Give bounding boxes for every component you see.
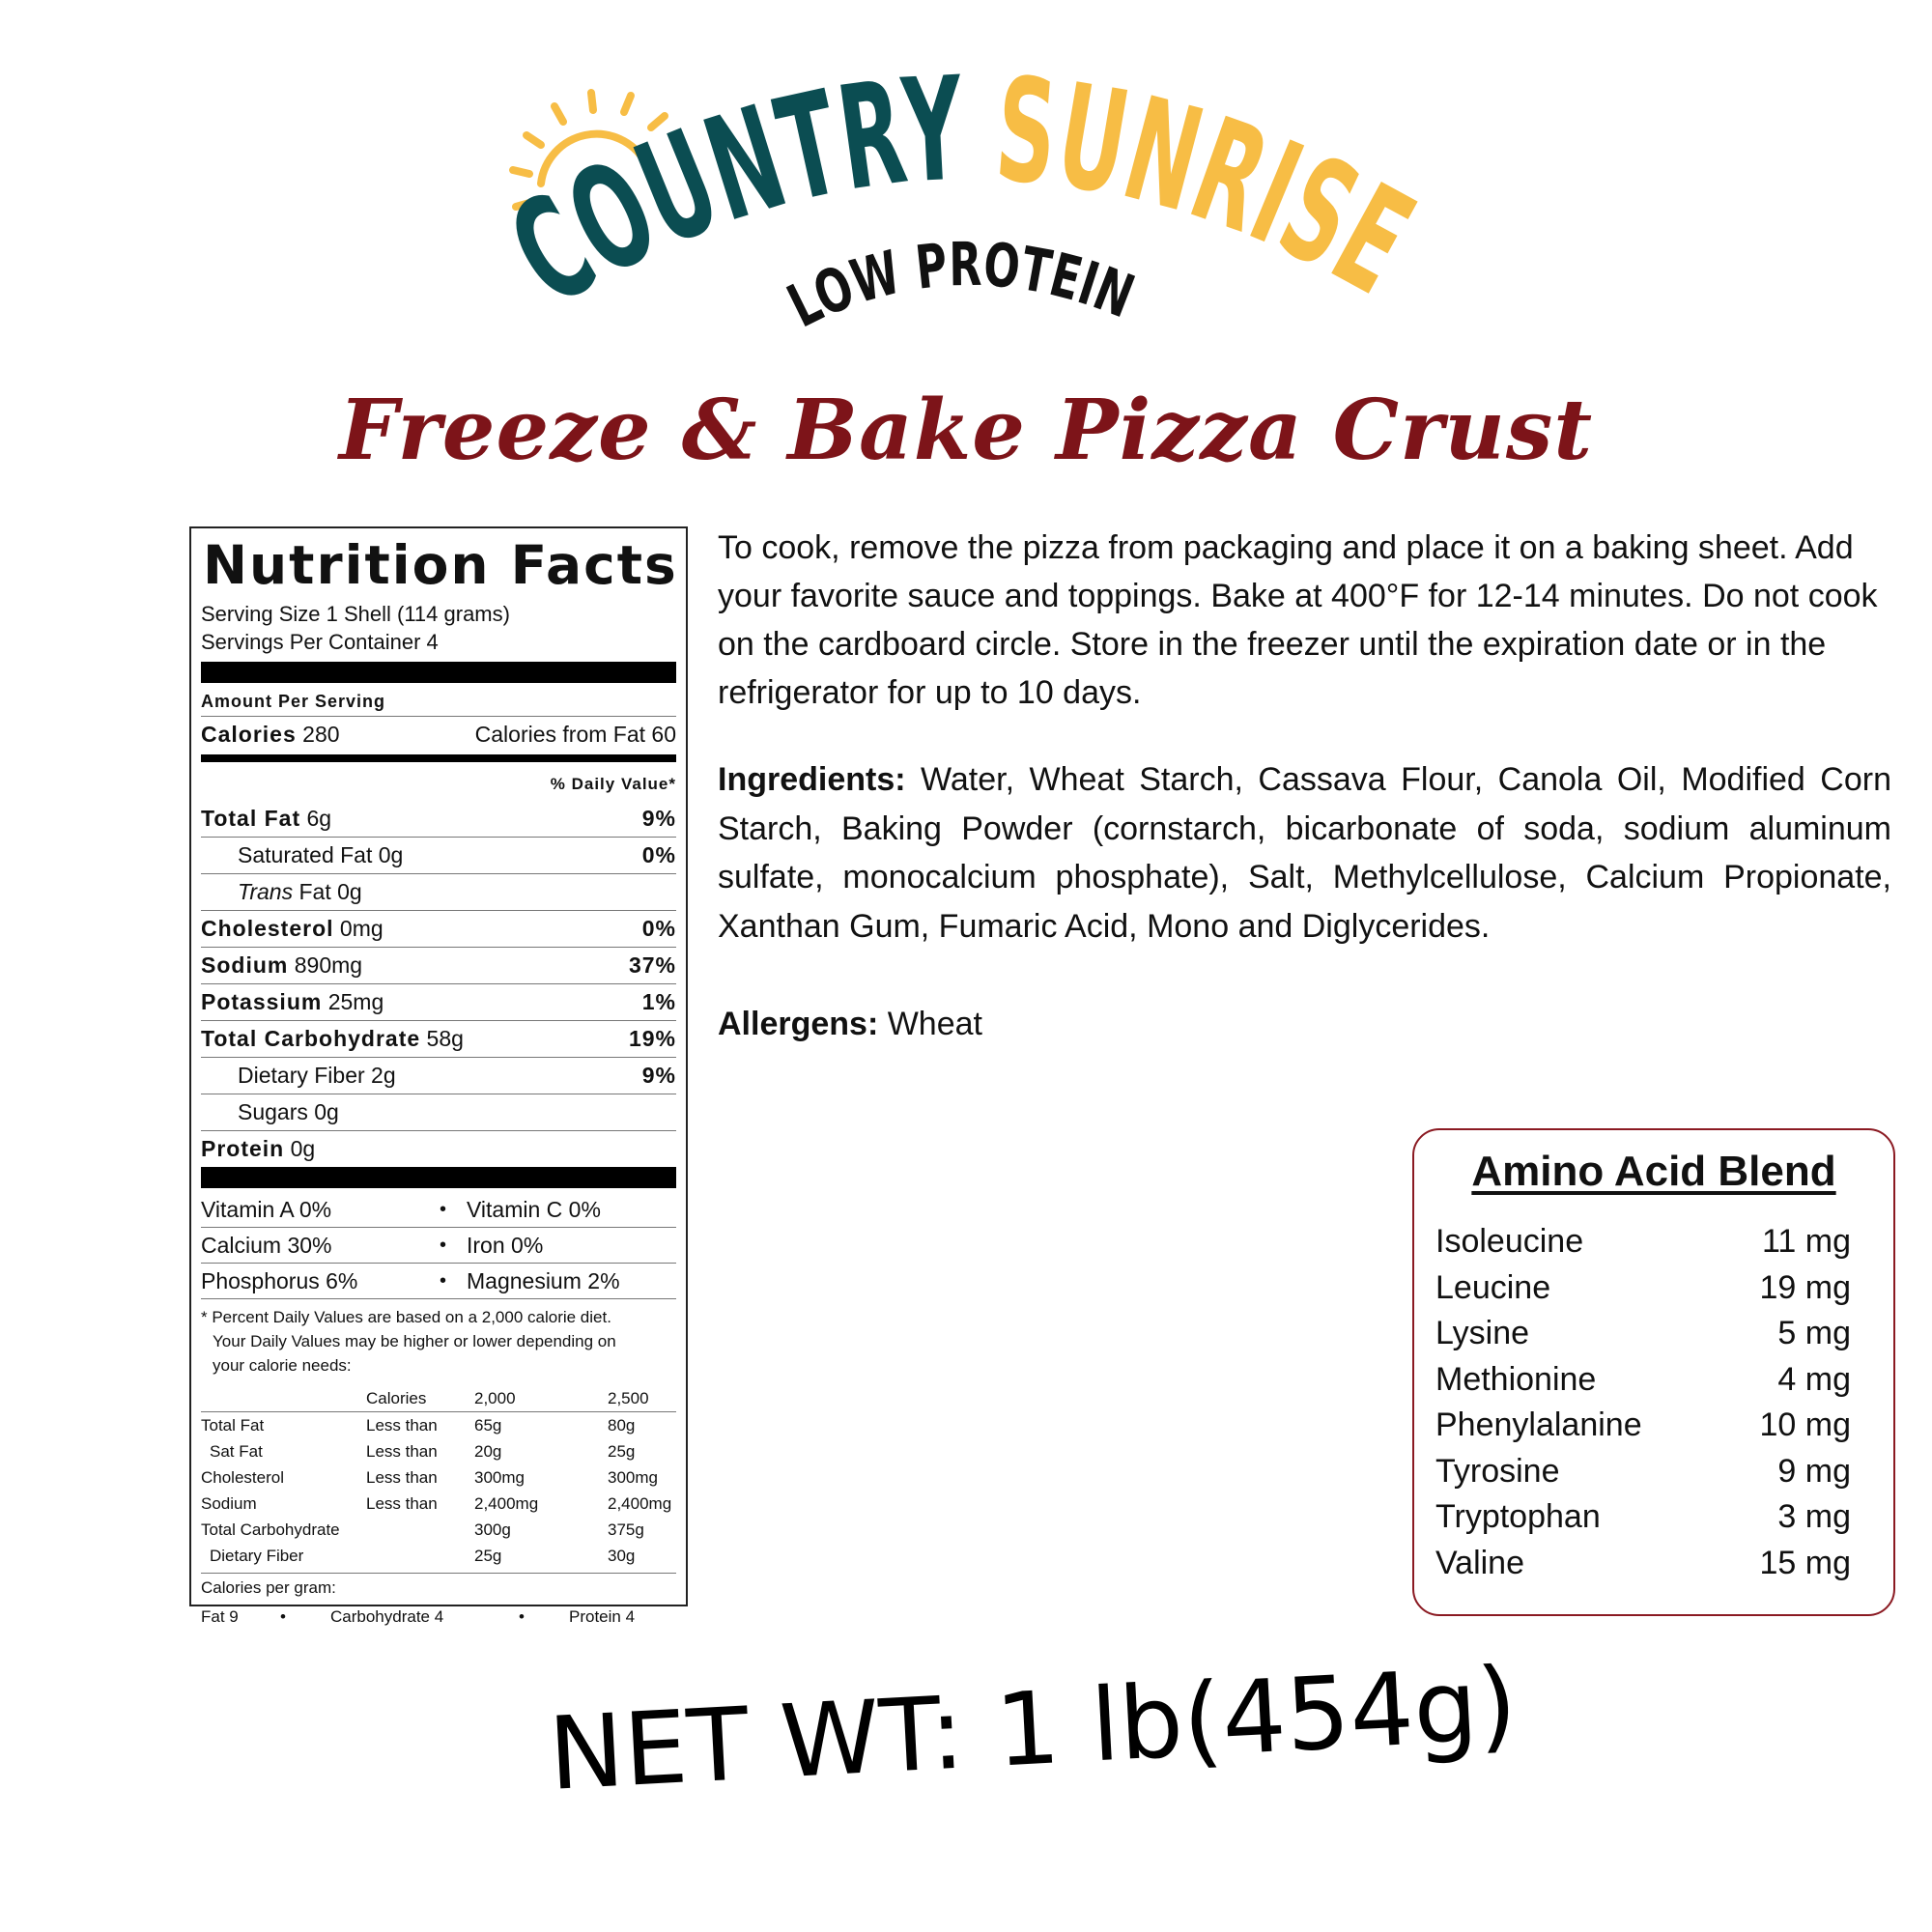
nutrient-row bbox=[201, 1021, 676, 1057]
nutrient-row bbox=[201, 911, 676, 947]
nutrition-facts-title: Nutrition Facts bbox=[203, 534, 678, 596]
brand-logo bbox=[0, 0, 1932, 367]
bullet: • bbox=[519, 1607, 525, 1626]
table-row bbox=[201, 1438, 676, 1464]
nutrient-row bbox=[201, 948, 676, 983]
amino-acid-value: 10 mg bbox=[1759, 1406, 1851, 1443]
nutrient-name: Protein 0g bbox=[201, 1136, 316, 1161]
nutrient-row bbox=[201, 1131, 676, 1167]
table-row bbox=[201, 1517, 676, 1543]
daily-value-percent: 0% bbox=[641, 916, 676, 941]
amino-acid-value: 4 mg bbox=[1777, 1360, 1851, 1398]
net-weight: NET WT: 1 lb(454g) bbox=[546, 1644, 1520, 1813]
amount-per-serving: Amount Per Serving bbox=[201, 692, 386, 711]
allergens bbox=[718, 1000, 982, 1048]
table-row bbox=[201, 1491, 676, 1517]
daily-value-percent: 0% bbox=[641, 842, 676, 867]
footnote-line: * Percent Daily Values are based on a 2,000 calorie diet. bbox=[201, 1308, 611, 1326]
amino-acid-name: Lysine bbox=[1435, 1315, 1530, 1351]
amino-acid-name: Leucine bbox=[1435, 1268, 1551, 1306]
nutrient-name: Sodium 890mg bbox=[201, 952, 363, 978]
svg-text:LOW PROTEIN bbox=[777, 228, 1157, 342]
amino-acid-row bbox=[1435, 1541, 1851, 1587]
table-cell: 2,400mg bbox=[474, 1493, 539, 1513]
cpg-carbohydrate: Carbohydrate 4 bbox=[330, 1607, 444, 1626]
nutrient-label: Total Fat bbox=[201, 806, 301, 831]
allergens-text: Wheat bbox=[887, 1006, 982, 1042]
calories-value: 280 bbox=[302, 722, 340, 747]
vitamin-row bbox=[201, 1228, 676, 1263]
ingredients-text: Water, Wheat Starch, Cassava Flour, Canola Oil, Modified Corn Starch, Baking Powder (cornstarch, bicarbonate of soda, sodium aluminum sulfate, monocalcium phosphate), Salt, Methylcellulose, Calcium Propionate, Xanthan Gum, Fumaric Acid, Mono and Diglycerides. bbox=[718, 761, 1891, 945]
amino-acid-title: Amino Acid Blend bbox=[1471, 1148, 1836, 1195]
bullet: • bbox=[280, 1607, 286, 1626]
servings-per-container: Servings Per Container 4 bbox=[201, 630, 439, 654]
daily-value-table bbox=[201, 1385, 676, 1569]
amino-acid-value: 11 mg bbox=[1762, 1223, 1851, 1260]
cpg-fat: Fat 9 bbox=[201, 1607, 239, 1626]
amino-acid-row bbox=[1435, 1219, 1851, 1265]
table-header-cell: 2,000 bbox=[474, 1385, 608, 1412]
ingredients bbox=[718, 755, 1891, 951]
amino-acid-row bbox=[1435, 1265, 1851, 1312]
bullet: • bbox=[440, 1198, 447, 1220]
nutrient-label: Total Carbohydrate bbox=[201, 1026, 421, 1051]
cooking-instructions: To cook, remove the pizza from packaging and place it on a baking sheet. Add your favorite sauce and toppings. Bake at 400°F for 12-14 minutes. Do not cook on the cardboard circle. Store in the freezer until the expiration date or in the refrigerator for up to 10 days. bbox=[718, 529, 1878, 711]
table-header-cell: 2,500 bbox=[608, 1385, 676, 1412]
amino-acid-value: 3 mg bbox=[1777, 1498, 1851, 1535]
nutrient-label: Saturated Fat bbox=[238, 842, 373, 867]
table-row bbox=[201, 1543, 676, 1569]
table-cell: Dietary Fiber bbox=[210, 1546, 304, 1565]
calories-row bbox=[201, 717, 676, 753]
bullet: • bbox=[440, 1234, 447, 1256]
table-cell: 20g bbox=[474, 1441, 502, 1461]
table-cell: 375g bbox=[608, 1520, 644, 1539]
amino-acid-list bbox=[1435, 1219, 1851, 1586]
table-cell: Less than bbox=[366, 1415, 438, 1435]
table-cell: Total Carbohydrate bbox=[201, 1520, 340, 1539]
amino-acid-value: 9 mg bbox=[1777, 1452, 1851, 1490]
table-cell: 65g bbox=[474, 1415, 502, 1435]
nutrient-label: Dietary Fiber bbox=[238, 1063, 365, 1088]
table-cell: 300mg bbox=[608, 1467, 658, 1487]
nutrient-name: Potassium 25mg bbox=[201, 989, 384, 1014]
nutrient-row bbox=[201, 1094, 676, 1130]
vitamin-right: Vitamin C 0% bbox=[467, 1196, 601, 1222]
table-cell: Sodium bbox=[201, 1493, 257, 1513]
table-cell: 80g bbox=[608, 1415, 636, 1435]
amino-acid-name: Tryptophan bbox=[1435, 1498, 1601, 1535]
amino-acid-row bbox=[1435, 1357, 1851, 1404]
nutrient-label: Potassium bbox=[201, 989, 323, 1014]
table-cell bbox=[366, 1517, 474, 1543]
table-cell: 30g bbox=[608, 1546, 636, 1565]
nutrient-label: Protein bbox=[201, 1136, 285, 1161]
calories-per-gram-label: Calories per gram: bbox=[201, 1573, 676, 1603]
amino-acid-box bbox=[1412, 1128, 1895, 1616]
daily-value-percent: 1% bbox=[641, 989, 676, 1014]
amino-acid-name: Methionine bbox=[1435, 1360, 1597, 1398]
product-title: Freeze & Bake Pizza Crust bbox=[338, 382, 1594, 479]
vitamin-left: Vitamin A 0% bbox=[201, 1196, 332, 1222]
daily-value-header: % Daily Value* bbox=[550, 775, 676, 793]
vitamin-right: Magnesium 2% bbox=[467, 1267, 620, 1293]
nutrient-rows bbox=[201, 801, 676, 1167]
nutrient-name: Cholesterol 0mg bbox=[201, 916, 384, 941]
logo-word-sunrise: SUNRISE bbox=[990, 46, 1474, 347]
footnote-line: your calorie needs: bbox=[213, 1356, 352, 1375]
amino-acid-row bbox=[1435, 1494, 1851, 1541]
amino-acid-value: 19 mg bbox=[1759, 1268, 1851, 1306]
logo-tagline: LOW PROTEIN bbox=[777, 228, 1157, 342]
footnote-line: Your Daily Values may be higher or lower depending on bbox=[213, 1332, 616, 1350]
calories-from-fat: Calories from Fat 60 bbox=[474, 722, 676, 747]
amino-acid-name: Isoleucine bbox=[1435, 1223, 1584, 1260]
nutrient-row bbox=[201, 984, 676, 1020]
divider-thick bbox=[201, 662, 676, 683]
table-row bbox=[201, 1464, 676, 1491]
table-cell: Less than bbox=[366, 1493, 438, 1513]
amino-acid-row bbox=[1435, 1311, 1851, 1357]
table-cell: Cholesterol bbox=[201, 1467, 284, 1487]
amino-acid-value: 5 mg bbox=[1777, 1315, 1851, 1351]
vitamin-row bbox=[201, 1264, 676, 1298]
nutrient-label: Trans bbox=[238, 879, 294, 904]
table-cell: Sat Fat bbox=[210, 1441, 263, 1461]
daily-value-percent: 9% bbox=[641, 806, 676, 831]
table-cell: 300mg bbox=[474, 1467, 525, 1487]
table-cell: 2,400mg bbox=[608, 1493, 672, 1513]
logo-word-country: COUNTRY bbox=[484, 43, 1011, 338]
table-cell: 25g bbox=[608, 1441, 636, 1461]
table-cell: Less than bbox=[366, 1467, 438, 1487]
daily-value-percent: 19% bbox=[628, 1026, 676, 1051]
bullet: • bbox=[440, 1269, 447, 1292]
nutrient-name: Trans Fat 0g bbox=[238, 879, 362, 904]
daily-value-footnote bbox=[201, 1299, 676, 1378]
table-cell bbox=[366, 1543, 474, 1569]
nutrient-name: Sugars 0g bbox=[238, 1099, 339, 1124]
amino-acid-name: Tyrosine bbox=[1435, 1452, 1560, 1490]
amino-acid-name: Valine bbox=[1435, 1544, 1524, 1581]
allergens-label: Allergens: bbox=[718, 1006, 879, 1042]
daily-value-percent: 9% bbox=[641, 1063, 676, 1088]
nutrient-label: Sodium bbox=[201, 952, 289, 978]
nutrient-label: Cholesterol bbox=[201, 916, 334, 941]
vitamin-row bbox=[201, 1192, 676, 1227]
vitamin-left: Phosphorus 6% bbox=[201, 1267, 358, 1293]
nutrient-name: Total Fat 6g bbox=[201, 806, 332, 831]
nutrition-facts-panel bbox=[189, 526, 688, 1626]
table-cell: 300g bbox=[474, 1520, 511, 1539]
cpg-protein: Protein 4 bbox=[569, 1607, 636, 1626]
nutrient-label: Sugars bbox=[238, 1099, 308, 1124]
calories-per-gram bbox=[201, 1603, 676, 1632]
table-header-cell: Calories bbox=[366, 1385, 474, 1412]
nutrient-name: Total Carbohydrate 58g bbox=[201, 1026, 464, 1051]
daily-value-table-header bbox=[201, 1385, 676, 1412]
nutrient-name: Saturated Fat 0g bbox=[238, 842, 404, 867]
ingredients-label: Ingredients: bbox=[718, 761, 906, 798]
vitamin-right: Iron 0% bbox=[467, 1232, 544, 1258]
table-row bbox=[201, 1412, 676, 1439]
nutrient-row bbox=[201, 1058, 676, 1094]
nutrient-name: Dietary Fiber 2g bbox=[238, 1063, 396, 1088]
divider-thick bbox=[201, 1167, 676, 1188]
calories-label: Calories bbox=[201, 722, 297, 747]
nutrient-row bbox=[201, 838, 676, 873]
serving-size: Serving Size 1 Shell (114 grams) bbox=[201, 602, 510, 626]
table-cell: Less than bbox=[366, 1441, 438, 1461]
amino-acid-row bbox=[1435, 1403, 1851, 1449]
amino-acid-row bbox=[1435, 1449, 1851, 1495]
table-cell: Total Fat bbox=[201, 1415, 265, 1435]
amino-acid-name: Phenylalanine bbox=[1435, 1406, 1642, 1443]
amino-acid-value: 15 mg bbox=[1759, 1544, 1851, 1581]
daily-value-percent: 37% bbox=[628, 952, 676, 978]
nutrient-row bbox=[201, 874, 676, 910]
divider-medium bbox=[201, 754, 676, 762]
nutrient-row bbox=[201, 801, 676, 837]
vitamin-left: Calcium 30% bbox=[201, 1232, 332, 1258]
table-cell: 25g bbox=[474, 1546, 502, 1565]
vitamin-rows bbox=[201, 1192, 676, 1299]
table-header-cell bbox=[201, 1385, 366, 1412]
